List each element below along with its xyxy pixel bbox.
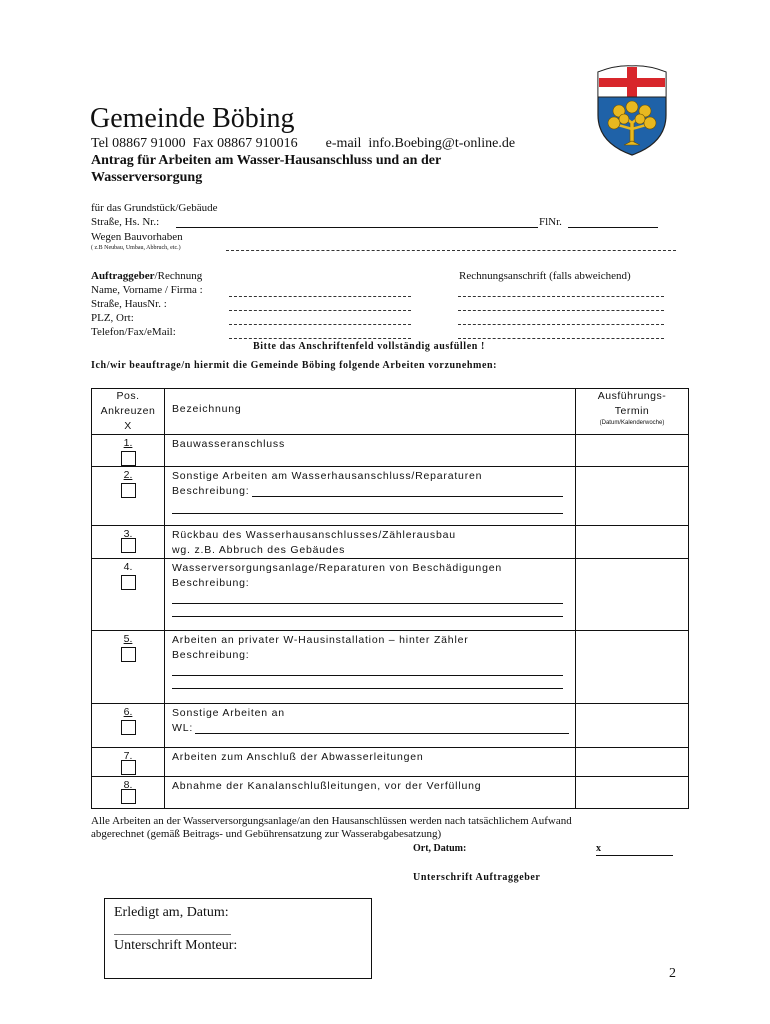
- project-field[interactable]: [226, 250, 676, 251]
- table-header: [92, 389, 689, 435]
- row-4-line-2[interactable]: [172, 604, 563, 617]
- name-label: Name, Vorname / Firma :: [91, 284, 203, 296]
- billing-field-1[interactable]: [458, 296, 664, 297]
- fitter-signature-label: Unterschrift Monteur:: [114, 938, 238, 953]
- street-label: Straße, Hs. Nr.:: [91, 216, 160, 228]
- row-number: 6.: [123, 706, 133, 718]
- row-6-wl-field[interactable]: [195, 721, 569, 734]
- property-intro: für das Grundstück/Gebäude: [91, 202, 218, 214]
- client-heading-bold: Auftraggeber: [91, 270, 155, 282]
- city-label: PLZ, Ort:: [91, 312, 134, 324]
- table-row: [92, 559, 689, 631]
- billing-heading: Rechnungsanschrift (falls abweichend): [459, 270, 631, 282]
- client-signature-field[interactable]: [596, 855, 673, 856]
- row-8-description: Abnahme der Kanalanschlußleitungen, vor der Verfüllung: [165, 777, 576, 809]
- table-row: [92, 777, 689, 809]
- row-5-number-cell: [92, 631, 165, 704]
- form-title-line1: Antrag für Arbeiten am Wasser-Hausanschluss und an der: [91, 153, 442, 168]
- billing-field-2[interactable]: [458, 310, 664, 311]
- row-2-term-field[interactable]: [576, 467, 689, 526]
- row-2-description: Sonstige Arbeiten am Wasserhausanschluss/Reparaturen Beschreibung:: [165, 467, 576, 526]
- project-hint: ( z.B Neubau, Umbau, Abbruch, etc.): [91, 245, 181, 251]
- row-2-extra-line[interactable]: [172, 501, 563, 514]
- street-field[interactable]: [176, 227, 538, 228]
- row-8-checkbox[interactable]: [121, 789, 136, 804]
- row-4-number-cell: [92, 559, 165, 631]
- row-1-term-field[interactable]: [576, 435, 689, 467]
- row-1-description: Bauwasseranschluss: [165, 435, 576, 467]
- contact-line: Tel 08867 91000 Fax 08867 910016 e-mail info.Boebing@t-online.de: [91, 136, 516, 151]
- done-date-field[interactable]: [114, 934, 231, 935]
- billing-field-3[interactable]: [458, 324, 664, 325]
- city-field[interactable]: [229, 324, 411, 325]
- header-description: Bezeichnung: [165, 389, 576, 435]
- row-6-number-cell: [92, 704, 165, 748]
- place-date-label: Ort, Datum:: [413, 843, 467, 854]
- row-number: 1.: [123, 437, 133, 449]
- header-term-hint: (Datum/Kalenderwoche): [599, 420, 665, 426]
- phone-field[interactable]: [229, 338, 411, 339]
- billing-note-line1: Alle Arbeiten an der Wasserversorgungsanlage/an den Hausanschlüssen werden nach tatsächlichem Aufwand: [91, 815, 572, 827]
- row-7-term-field[interactable]: [576, 748, 689, 777]
- row-5-description: Arbeiten an privater W-Hausinstallation – hinter Zähler Beschreibung:: [165, 631, 576, 704]
- row-7-number-cell: [92, 748, 165, 777]
- row-6-checkbox[interactable]: [121, 720, 136, 735]
- table-row: [92, 435, 689, 467]
- done-label: Erledigt am, Datum:: [114, 905, 229, 920]
- client-heading-rest: /Rechnung: [154, 270, 203, 282]
- form-title-line2: Wasserversorgung: [91, 170, 203, 185]
- work-table: [91, 388, 689, 809]
- row-4-checkbox[interactable]: [121, 575, 136, 590]
- row-4-description: Wasserversorgungsanlage/Reparaturen von Beschädigungen Beschreibung:: [165, 559, 576, 631]
- client-heading: [91, 270, 202, 282]
- row-3-term-field[interactable]: [576, 526, 689, 559]
- table-row: [92, 704, 689, 748]
- row-5-term-field[interactable]: [576, 631, 689, 704]
- row-number: 7.: [123, 750, 133, 762]
- header-term: Ausführungs- Termin (Datum/Kalenderwoche): [576, 389, 689, 435]
- name-field[interactable]: [229, 296, 411, 297]
- row-number: 4.: [123, 561, 133, 573]
- row-3-number-cell: [92, 526, 165, 559]
- row-7-checkbox[interactable]: [121, 760, 136, 775]
- row-2-number-cell: [92, 467, 165, 526]
- header-pos: Pos. Ankreuzen X: [92, 389, 165, 435]
- table-row: [92, 467, 689, 526]
- form-title: [91, 152, 521, 186]
- client-signature-label: Unterschrift Auftraggeber: [413, 872, 541, 883]
- address-label: Straße, HausNr. :: [91, 298, 167, 310]
- flnr-label: FlNr.: [539, 216, 562, 228]
- table-row: [92, 526, 689, 559]
- coat-of-arms-icon: [594, 63, 670, 157]
- row-3-checkbox[interactable]: [121, 538, 136, 553]
- row-5-checkbox[interactable]: [121, 647, 136, 662]
- page-number: 2: [669, 966, 676, 981]
- row-4-term-field[interactable]: [576, 559, 689, 631]
- row-7-description: Arbeiten zum Anschluß der Abwasserleitungen: [165, 748, 576, 777]
- row-8-number-cell: [92, 777, 165, 809]
- municipality-title: Gemeinde Böbing: [90, 103, 295, 134]
- row-number: 5.: [123, 633, 133, 645]
- fitter-box: [104, 898, 372, 979]
- row-5-line-1[interactable]: [172, 663, 563, 676]
- table-row: [92, 631, 689, 704]
- row-2-checkbox[interactable]: [121, 483, 136, 498]
- row-number: 8.: [123, 779, 133, 791]
- signature-mark: x: [596, 843, 601, 854]
- row-2-description-field[interactable]: [252, 484, 563, 497]
- row-3-description: Rückbau des Wasserhausanschlusses/Zählerausbau wg. z.B. Abbruch des Gebäudes: [165, 526, 576, 559]
- fill-note: Bitte das Anschriftenfeld vollständig ausfüllen !: [253, 341, 485, 352]
- commission-text: Ich/wir beauftrage/n hiermit die Gemeinde Böbing folgende Arbeiten vorzunehmen:: [91, 360, 498, 371]
- billing-field-4[interactable]: [458, 338, 664, 339]
- row-1-number-cell: [92, 435, 165, 467]
- row-6-description: Sonstige Arbeiten an WL:: [165, 704, 576, 748]
- billing-note-line2: abgerechnet (gemäß Beitrags- und Gebührensatzung zur Wasserabgabesatzung): [91, 828, 442, 840]
- row-number: 2.: [123, 469, 133, 481]
- row-1-checkbox[interactable]: [121, 451, 136, 466]
- table-row: [92, 748, 689, 777]
- row-8-term-field[interactable]: [576, 777, 689, 809]
- address-field[interactable]: [229, 310, 411, 311]
- phone-label: Telefon/Fax/eMail:: [91, 326, 176, 338]
- project-label: Wegen Bauvorhaben: [91, 231, 183, 243]
- row-5-line-2[interactable]: [172, 676, 563, 689]
- row-4-line-1[interactable]: [172, 591, 563, 604]
- row-number: 3.: [123, 528, 133, 540]
- flnr-field[interactable]: [568, 227, 658, 228]
- row-6-term-field[interactable]: [576, 704, 689, 748]
